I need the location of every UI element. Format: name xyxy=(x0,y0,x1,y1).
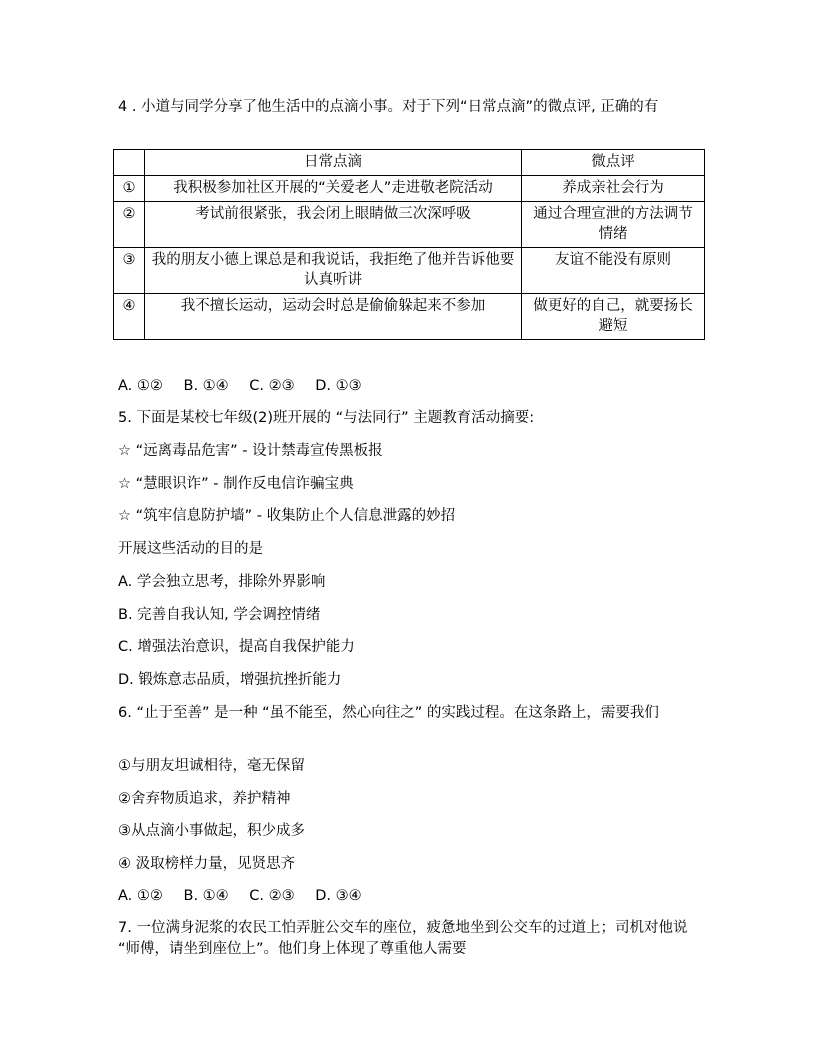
q5-item: ☆ “筑牢信息防护墙” - 收集防止个人信息泄露的妙招 xyxy=(118,508,456,524)
row-event: 我的朋友小德上课总是和我说话，我拒绝了他并告诉他要认真听讲 xyxy=(145,248,522,294)
row-num: ② xyxy=(114,202,145,248)
q5-option-b[interactable]: B. 完善自我认知, 学会调控情绪 xyxy=(118,607,321,623)
row-comment: 通过合理宣泄的方法调节情绪 xyxy=(522,202,705,248)
option-a[interactable]: A. ①② xyxy=(118,378,163,394)
table-header-num xyxy=(114,150,145,176)
row-num: ③ xyxy=(114,248,145,294)
q6-item: ④ 汲取榜样力量，见贤思齐 xyxy=(118,856,296,872)
q4-table xyxy=(113,149,705,340)
option-c[interactable]: C. ②③ xyxy=(249,888,295,904)
q5-option-c[interactable]: C. 增强法治意识，提高自我保护能力 xyxy=(118,639,355,655)
q6-item: ①与朋友坦诚相待，毫无保留 xyxy=(118,758,305,774)
option-b[interactable]: B. ①④ xyxy=(183,888,229,904)
row-num: ④ xyxy=(114,294,145,340)
option-c[interactable]: C. ②③ xyxy=(249,378,295,394)
row-comment: 友谊不能没有原则 xyxy=(522,248,705,294)
table-row xyxy=(114,248,705,294)
row-event: 我不擅长运动，运动会时总是偷偷躲起来不参加 xyxy=(145,294,522,340)
row-comment: 养成亲社会行为 xyxy=(522,176,705,202)
q5-question: 开展这些活动的目的是 xyxy=(118,541,263,557)
row-event: 我积极参加社区开展的“关爱老人”走进敬老院活动 xyxy=(145,176,522,202)
q5-option-d[interactable]: D. 锻炼意志品质，增强抗挫折能力 xyxy=(118,672,342,688)
q6-stem: 6. “止于至善” 是一种 “虽不能至，然心向往之” 的实践过程。在这条路上，需要我们 xyxy=(118,705,659,721)
q4-stem: 4 . 小道与同学分享了他生活中的点滴小事。对于下列“日常点滴”的微点评, 正确的有 xyxy=(118,99,659,115)
row-event: 考试前很紧张，我会闭上眼睛做三次深呼吸 xyxy=(145,202,522,248)
q4-options xyxy=(118,376,708,397)
q6-options xyxy=(118,886,708,907)
q6-item: ②舍弃物质追求，养护精神 xyxy=(118,791,291,807)
q5-item: ☆ “远离毒品危害” - 设计禁毒宣传黑板报 xyxy=(118,443,383,459)
row-comment: 做更好的自己，就要扬长避短 xyxy=(522,294,705,340)
option-d[interactable]: D. ③④ xyxy=(315,888,362,904)
table-row xyxy=(114,202,705,248)
table-header-comment: 微点评 xyxy=(522,150,705,176)
q7-stem: 7. 一位满身泥浆的农民工怕弄脏公交车的座位，疲惫地坐到公交车的过道上；司机对他说 “师傅，请坐到座位上”。他们身上体现了尊重他人需要 xyxy=(118,920,688,957)
q6-item: ③从点滴小事做起，积少成多 xyxy=(118,823,305,839)
option-a[interactable]: A. ①② xyxy=(118,888,163,904)
table-header-row xyxy=(114,150,705,176)
row-num: ① xyxy=(114,176,145,202)
option-b[interactable]: B. ①④ xyxy=(183,378,229,394)
q5-stem: 5. 下面是某校七年级(2)班开展的 “与法同行” 主题教育活动摘要: xyxy=(118,410,535,426)
table-row xyxy=(114,294,705,340)
table-row xyxy=(114,176,705,202)
option-d[interactable]: D. ①③ xyxy=(315,378,362,394)
q5-option-a[interactable]: A. 学会独立思考，排除外界影响 xyxy=(118,574,326,590)
table-header-event: 日常点滴 xyxy=(145,150,522,176)
q5-item: ☆ “慧眼识诈” - 制作反电信诈骗宝典 xyxy=(118,476,354,492)
